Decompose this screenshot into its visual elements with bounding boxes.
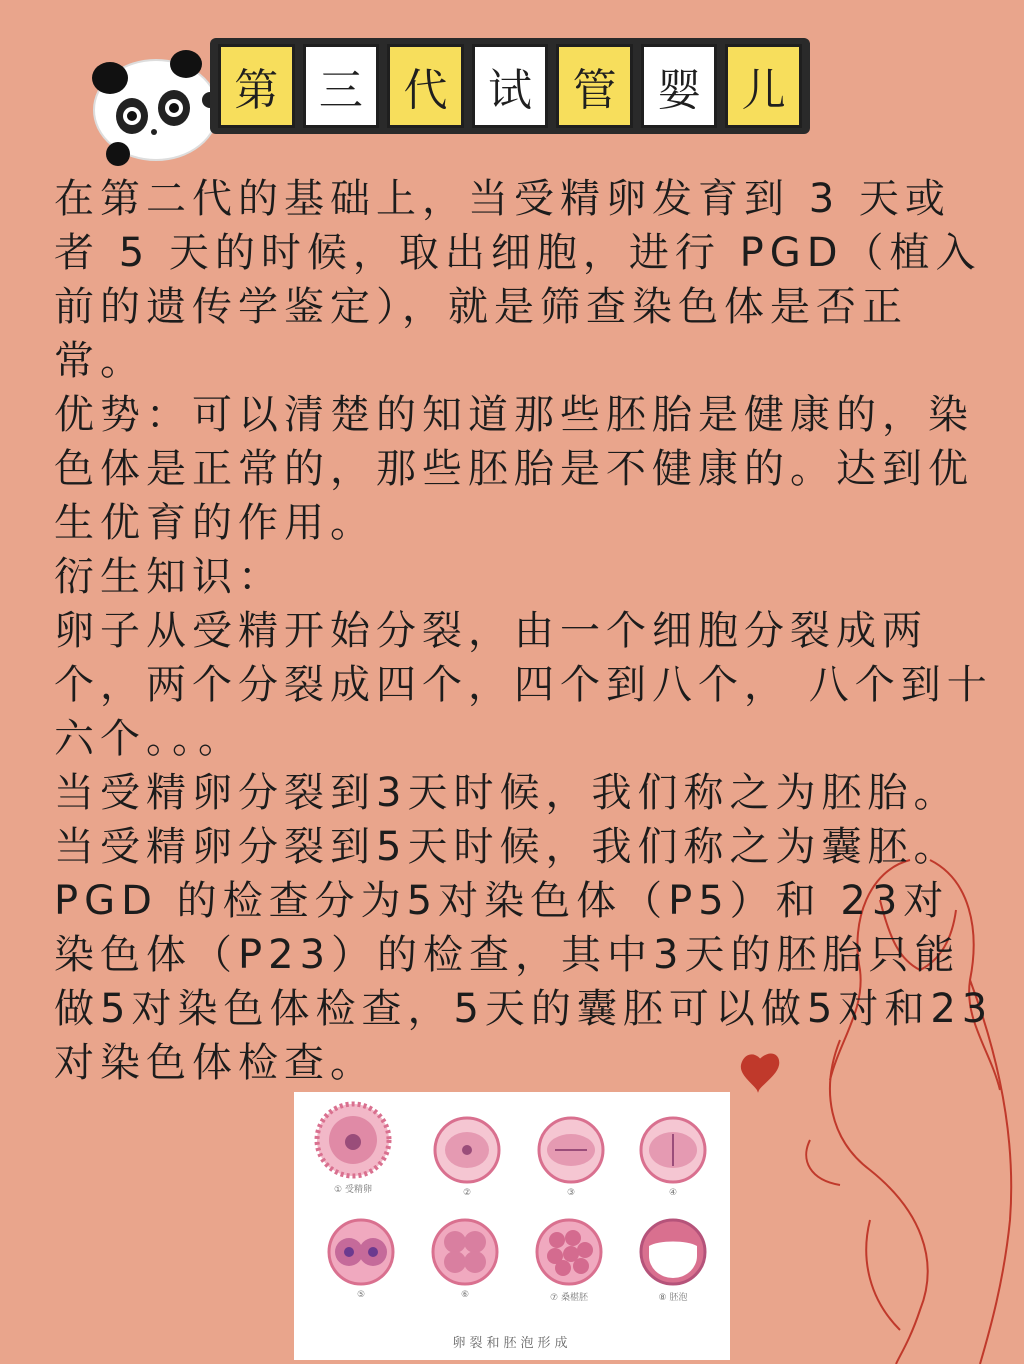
diagram-cell-4: [628, 1114, 718, 1198]
zygote-icon: [313, 1100, 393, 1180]
blastocyst-icon: [637, 1216, 709, 1288]
diagram-label: ③: [566, 1188, 576, 1198]
title-char: 婴: [641, 44, 718, 128]
title-char: 第: [218, 44, 295, 128]
diagram-cell-3: [526, 1114, 616, 1198]
panda-mascot-icon: [74, 38, 224, 168]
paragraph-cleavage: 卵子从受精开始分裂，由一个细胞分裂成两个，两个分裂成四个，四个到八个， 八个到十六个。。。: [54, 608, 993, 762]
article-body: [54, 172, 994, 1090]
diagram-cell-7: [524, 1216, 614, 1303]
diagram-label: ④: [668, 1188, 678, 1198]
diagram-label: ⑤: [356, 1290, 366, 1300]
cell-stage-4-icon: [637, 1114, 709, 1186]
paragraph-intro: 在第二代的基础上，当受精卵发育到 3 天或者 5 天的时候，取出细胞，进行 PGD（植入前的遗传学鉴定），就是筛查染色体是否正常。: [54, 176, 982, 384]
diagram-label: ⑦ 桑椹胚: [550, 1293, 588, 1303]
diagram-caption: 卵裂和胚泡形成: [452, 1336, 572, 1351]
diagram-label: ① 受精卵: [334, 1185, 372, 1195]
morula-icon: [533, 1216, 605, 1288]
diagram-cell-1: [308, 1100, 398, 1195]
paragraph-derived-heading: 衍生知识：: [54, 554, 284, 600]
diagram-label: ②: [462, 1188, 472, 1198]
embryo-development-diagram: [294, 1092, 730, 1360]
paragraph-day5: 当受精卵分裂到5天时候，我们称之为囊胚。: [54, 824, 960, 870]
paragraph-advantage: 优势：可以清楚的知道那些胚胎是健康的，染色体是正常的，那些胚胎是不健康的。达到优生优育的作用。: [54, 392, 974, 546]
title-char: 三: [303, 44, 380, 128]
four-cell-icon: [429, 1216, 501, 1288]
title-char: 试: [472, 44, 549, 128]
title-char: 管: [556, 44, 633, 128]
diagram-cell-2: [422, 1114, 512, 1198]
diagram-cell-8: [628, 1216, 718, 1303]
two-cell-icon: [431, 1114, 503, 1186]
diagram-label: ⑥: [460, 1290, 470, 1300]
paragraph-day3: 当受精卵分裂到3天时候，我们称之为胚胎。: [54, 770, 960, 816]
cell-stage-3-icon: [535, 1114, 607, 1186]
diagram-cell-5: [316, 1216, 406, 1300]
paragraph-pgd: PGD 的检查分为5对染色体（P5）和 23对染色体（P23）的检查，其中3天的胚胎只能做5对染色体检查，5天的囊胚可以做5对和23对染色体检查。: [54, 878, 994, 1086]
two-blastomere-icon: [325, 1216, 397, 1288]
diagram-label: ⑧ 胚泡: [658, 1293, 688, 1303]
title-char: 代: [387, 44, 464, 128]
diagram-cell-6: [420, 1216, 510, 1300]
title-banner: [210, 38, 810, 134]
title-char: 儿: [725, 44, 802, 128]
